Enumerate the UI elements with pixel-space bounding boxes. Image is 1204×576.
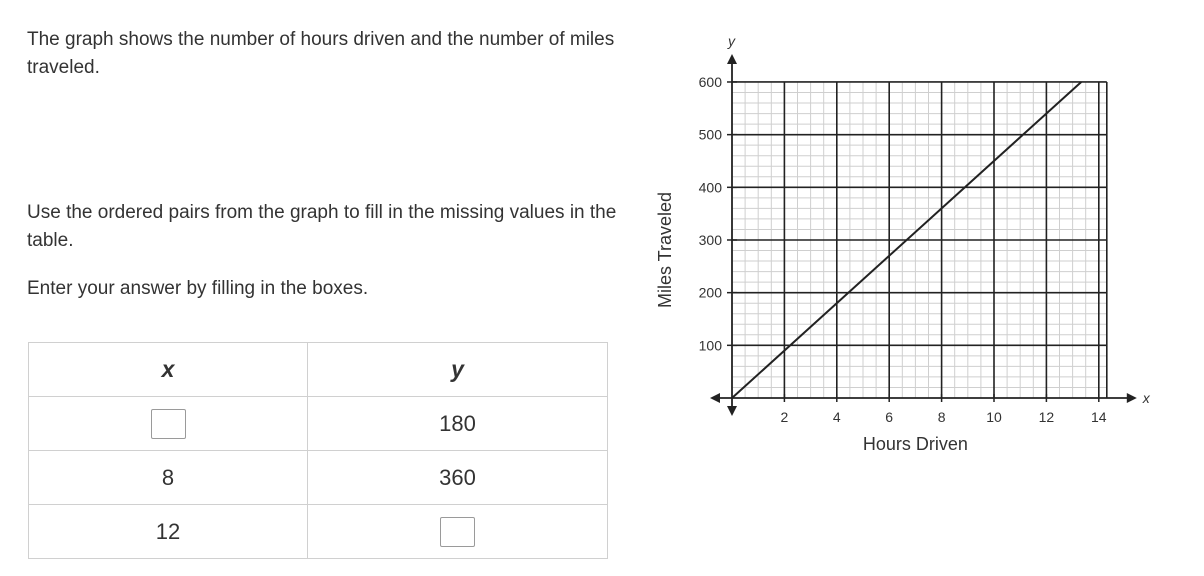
x-axis-right-arrow [1127,393,1137,403]
x-axis-title: Hours Driven [862,434,968,454]
table-row [29,505,608,559]
cell-x-row2: 8 [29,451,308,505]
cell-y-row1: 180 [308,397,608,451]
header-y: y [308,343,608,397]
x-axis-letter: x [1142,390,1150,406]
cell-y-row2: 360 [308,451,608,505]
x-tick-label: 14 [1091,409,1107,425]
x-tick-label: 4 [832,409,841,425]
y-axis-title: Miles Traveled [655,191,675,309]
y-axis-up-arrow [727,54,737,64]
x-tick-label: 10 [986,409,1002,425]
x-tick-label: 2 [780,409,789,425]
x-tick-label: 12 [1038,409,1055,425]
y-tick-label: 300 [698,231,722,248]
header-x: x [29,343,308,397]
cell-y-row3 [308,505,608,559]
answer-table [28,342,608,559]
answer-input-y-row3[interactable] [440,517,475,547]
line-graph [640,20,1160,460]
direction-text: Enter your answer by filling in the boxes. [27,278,369,299]
table-row [29,397,608,451]
intro-text: The graph shows the number of hours driven and the number of miles traveled. [27,29,615,78]
y-tick-label: 100 [698,337,722,354]
x-axis-left-arrow [710,393,720,403]
x-tick-label: 6 [885,409,894,425]
y-tick-label: 600 [698,73,722,90]
cell-x-row1 [29,397,308,451]
y-tick-label: 500 [698,126,722,143]
x-tick-label: 8 [937,409,946,425]
instruction-text: Use the ordered pairs from the graph to fill in the missing values in the table. [27,202,617,251]
table-header-row [29,343,608,397]
y-axis-letter: y [728,32,735,49]
answer-input-x-row1[interactable] [151,409,186,439]
table-row [29,451,608,505]
y-tick-label: 200 [698,284,722,301]
y-axis-down-arrow [727,406,737,416]
y-tick-label: 400 [698,179,722,196]
cell-x-row3: 12 [29,505,308,559]
